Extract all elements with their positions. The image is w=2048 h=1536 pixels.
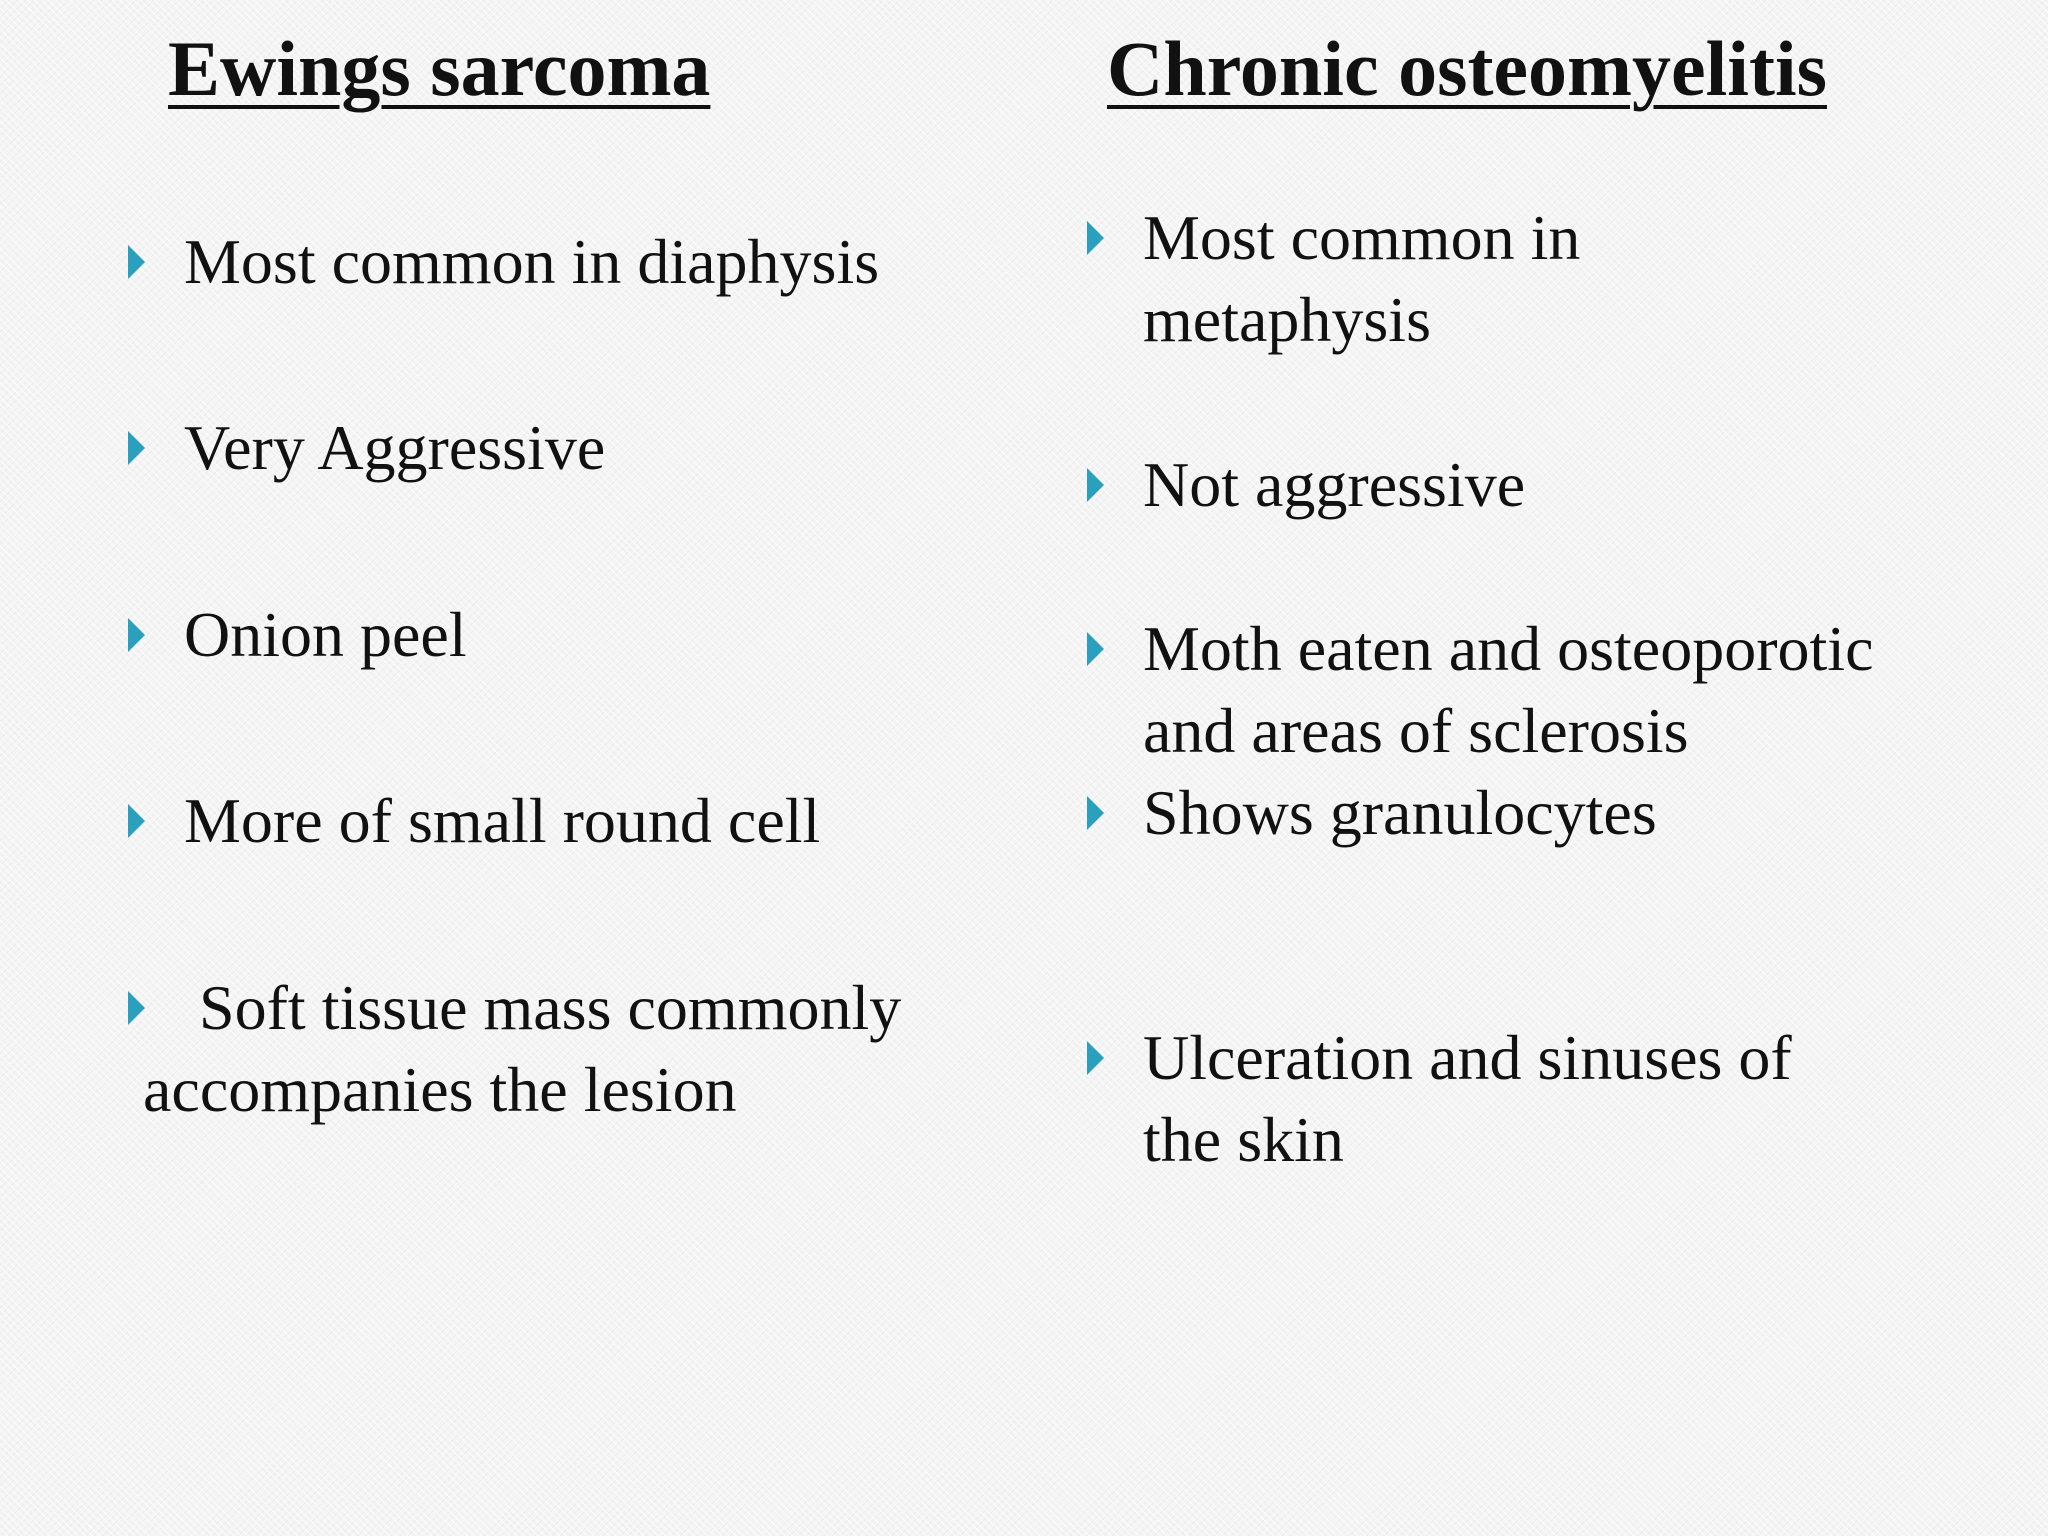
ewings-sarcoma-heading: Ewings sarcoma (168, 25, 711, 112)
osteomyelitis-item-granulocytes (1087, 772, 1947, 854)
ewings-item-small-round-cell (128, 780, 948, 862)
triangle-bullet-icon (1087, 796, 1104, 830)
bullet-line-continuation: the skin (1143, 1104, 1344, 1175)
chronic-osteomyelitis-heading: Chronic osteomyelitis (1107, 25, 1827, 112)
triangle-bullet-icon (1087, 468, 1104, 502)
bullet-line: Shows granulocytes (1143, 777, 1657, 848)
osteomyelitis-item-metaphysis (1087, 197, 1947, 361)
osteomyelitis-item-ulceration (1087, 1017, 1947, 1181)
bullet-line: More of small round cell (184, 785, 821, 856)
bullet-line: Soft tissue mass commonly (199, 972, 902, 1043)
ewings-item-diaphysis (128, 221, 948, 303)
bullet-line: Ulceration and sinuses of (1143, 1022, 1792, 1093)
bullet-line: Onion peel (184, 599, 467, 670)
triangle-bullet-icon (1087, 1041, 1104, 1075)
bullet-line: Not aggressive (1143, 449, 1526, 520)
osteomyelitis-item-not-aggressive (1087, 444, 1947, 526)
ewings-item-aggressive (128, 407, 948, 489)
ewings-item-onion-peel (128, 594, 948, 676)
osteomyelitis-item-moth-eaten (1087, 608, 1947, 772)
triangle-bullet-icon (128, 618, 145, 652)
bullet-line: Most common in (1143, 202, 1581, 273)
triangle-bullet-icon (1087, 221, 1104, 255)
triangle-bullet-icon (1087, 632, 1104, 666)
bullet-line-continuation: and areas of sclerosis (1143, 695, 1689, 766)
bullet-line: Very Aggressive (184, 412, 606, 483)
bullet-line-continuation: accompanies the lesion (143, 1054, 737, 1125)
triangle-bullet-icon (128, 804, 145, 838)
bullet-line: Moth eaten and osteoporotic (1143, 613, 1874, 684)
ewings-item-soft-tissue-mass (128, 967, 958, 1131)
triangle-bullet-icon (128, 991, 145, 1025)
triangle-bullet-icon (128, 245, 145, 279)
bullet-line: Most common in diaphysis (184, 226, 880, 297)
bullet-line-continuation: metaphysis (1143, 284, 1431, 355)
triangle-bullet-icon (128, 431, 145, 465)
